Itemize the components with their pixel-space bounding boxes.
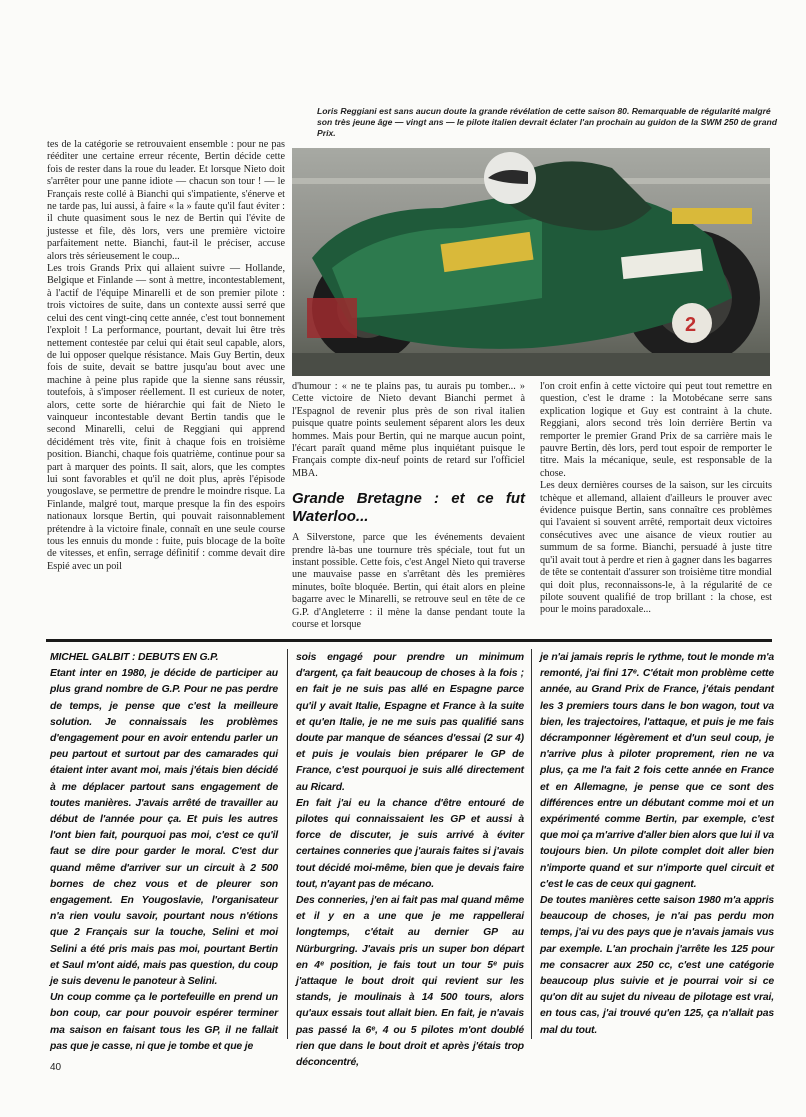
sidebar-paragraph: Des conneries, j'en ai fait pas mal quand même et il y en a une que je me rappellerai longtemps, c'était au dernier GP au Nürburgring. J'avais pris un super bon départ en 4ᵉ position, je fais tout un tour 5ᵉ puis j'attaque le bout droit qui revient sur les stands, je moulinais à 14 500 tours, alors qu'aux essais tout allait bien. En fait, je n'avais pas passé la 6ᵉ, 4 ou 5 pilotes m'ont doublé rien que dans le bout droit et après j'étais trop déconcentré,	[296, 895, 524, 1069]
article-paragraph: tes de la catégorie se retrouvaient ensemble : pour ne pas rééditer une certaine erreur récente, Bertin décide cette fois de rester dans la roue du leader. Et lorsque Nieto doit s'arrêter pour une panne idiote — chacun son tour ! — le Français reste collé à Bianchi qui s'impatiente, s'énerve et ne tarde pas, lui aussi, à faire « la » faute qu'il faut éviter : il chute quasiment sous le nez de Bertin qui l'évite de justesse et file, dès lors, vers une première victoire parfaitement nette. Bianchi, faut-il le préciser, accuse alors très sérieusement le coup...	[47, 139, 285, 262]
section-heading: Grande Bretagne : et ce fut Waterloo...	[292, 490, 525, 526]
sidebar-column-1	[50, 650, 278, 1055]
sidebar-paragraph: En fait j'ai eu la chance d'être entouré de pilotes qui connaissaient les GP et aussi à force de discuter, je suis arrivé à éviter certaines conneries que j'aurais faites si j'avais tout décidé moi-même, bien que je devais faire tout, n'ayant pas de mécano.	[296, 797, 524, 890]
article-paragraph: l'on croit enfin à cette victoire qui peut tout remettre en question, c'est le drame : la Motobécane serre sans explication logique et Guy est contraint à la chute. Reggiani, alors second très loin derrière Bertin va remporter le premier Grand Prix de sa carrière mais le pauvre Bertin, dès lors, perd tout espoir de remporter le titre. Mais la mécanique, seule, est responsable de la chose.	[540, 381, 772, 479]
article-column-2	[292, 381, 525, 632]
column-divider	[531, 649, 532, 1039]
article-column-3	[540, 381, 772, 617]
sidebar-column-3	[540, 650, 774, 1039]
article-paragraph: Les trois Grands Prix qui allaient suivre — Hollande, Belgique et Finlande — sont à mettre, incontestablement, à l'actif de l'équipe Minarelli et de son premier pilote : trois victoires de suite, dans un contexte aussi serré que celui des cent vingt-cinq cette année, c'est tout bonnement l'exploit ! La performance, pourtant, devait lui être très nettement contestée par celui qui était seul capable, alors, de lui opposer quelque résistance. Mais Guy Bertin, deux fois de suite, devait se battre jusqu'au bout avec une machine à peine plus rapide que la sienne sans réussir, toutefois, à s'imposer réellement. Il est curieux de noter, alors, cette sorte de hiérarchie qui fait de Nieto le vainqueur incontestable devant Bertin tandis que le second Minarelli, celui de Reggiani qui apprend décidément très vite, finit à chaque fois en troisième position. Bianchi, chaque fois quatrième, continue pour sa part à marquer des points. Il sait, alors, que les comptes lui sont favorables et qu'il ne doit plus, après l'épisode yougoslave, se permettre de prendre le moindre risque. La Finlande, malgré tout, marque presque la fin des espoirs nationaux lorsque Bertin, qui pouvait raisonnablement prétendre à la victoire finale, connaît en une seule course tous les ennuis du monde : fuite, puis blocage de la boîte de vitesses, et enfin, serrage définitif : comme devait dire Espié avec un poil	[47, 263, 285, 572]
column-divider	[287, 649, 288, 1039]
racing-photo	[292, 148, 770, 376]
sidebar-title: MICHEL GALBIT : DEBUTS EN G.P.	[50, 652, 219, 663]
sidebar-paragraph: Un coup comme ça le portefeuille en prend un bon coup, car pour pouvoir espérer terminer ma saison en faisant tous les GP, il ne fallait pas que je casse, ni que je tombe et que je	[50, 992, 278, 1052]
page-number: 40	[50, 1062, 62, 1073]
article-paragraph: Les deux dernières courses de la saison, sur les circuits tchèque et allemand, allaient d'ailleurs le prouver avec évidence puisque Bertin, sans connaître ces problèmes qui l'avaient si souvent arrêté, remportait deux victoires consécutives avec une aisance de vieux routier au summum de sa forme. Bianchi, persuadé à juste titre qu'il avait tout à perdre et rien à gagner dans les bagarres de tête se contentait d'assurer son troisième titre mondial qui doit plus, reconnaissons-le, à la régularité de ce pilote souvent qualifié de trop brillant : la chose, est pour le moins paradoxale...	[540, 480, 772, 616]
sidebar-paragraph: sois engagé pour prendre un minimum d'argent, ça fait beaucoup de choses à la fois ; en fait je ne suis pas allé en Espagne parce qu'il y avait Italie, Espagne et France à la suite et qu'en Italie, je ne me suis pas qualifié sans doute par manque de séances d'essai (2 sur 4) et puis je voulais bien préparer le GP de France, c'est pourquoi je suis allé directement au Ricard.	[296, 652, 524, 793]
sidebar-paragraph: je n'ai jamais repris le rythme, tout le monde m'a remonté, j'ai fini 17ᵉ. C'était mon problème cette année, au Grand Prix de France, j'étais pendant les 3 premiers tours dans le bon wagon, tout va bien, les trajectoires, l'attaque, et puis je me fais décramponner légèrement et d'un seul coup, je n'arrive plus à piloter proprement, rien ne va plus, ça me l'a fait 2 fois cette année en France et en Allemagne, je pense que ce sont des différences entre un débutant comme moi et un expérimenté comme Bertin, par exemple, c'est que moi ça m'arrive d'aller bien alors que lui il va toujours bien. Un pilote complet doit aller bien n'importe quand et sur n'importe quel circuit et c'est le cas de ceux qui gagnent.	[540, 652, 774, 890]
article-paragraph: d'humour : « ne te plains pas, tu aurais pu tomber... » Cette victoire de Nieto devant Bianchi permet à l'Espagnol de revenir plus près de son rival italien puisque quatre points seulement séparent alors les deux hommes. Mais pour Bertin, qui ne marque aucun point, l'écart paraît quand même plus inquiétant puisque le Français compte dix-neuf points de retard sur l'officiel MBA.	[292, 381, 525, 479]
sidebar-paragraph: Etant inter en 1980, je décide de participer au plus grand nombre de G.P. Pour ne pas perdre de temps, je pense que c'est la meilleure solution. Je connaissais les problèmes d'engagement pour en avoir entendu parler un peu partout et surtout par des camarades qui étaient inter avant moi, mais j'étais bien décidé à me déplacer partout sans engagement de toutes manières. J'avais arrêté de travailler au début de l'année pour ça. Et puis les autres l'ont bien fait, pourquoi pas moi, c'est ce qu'il faut se dire pour garder le moral. C'est dur quand même d'arriver sur un circuit à 2 500 bornes de chez vous et de pleurer son engagement. En Yougoslavie, l'organisateur n'a rien voulu savoir, pourtant nous n'étions que 2 Français sur la touche, Selini et moi Selini a été pris mais pas moi, pourtant Bertin et Saul m'ont aidé, mais pas question, du coup je suis devenu le panoteur à Selini.	[50, 668, 278, 988]
photo-caption: Loris Reggiani est sans aucun doute la grande révélation de cette saison 80. Remarquable de régularité malgré son très jeune âge — vingt ans — le pilote italien devrait éclater l'an prochain au guidon de la SWM 250 de grand Prix.	[317, 106, 778, 138]
section-divider	[46, 639, 772, 642]
svg-text:2: 2	[685, 314, 697, 336]
article-paragraph: A Silverstone, parce que les événements devaient prendre là-bas une tournure très spéciale, tout fut un instant possible. Cette fois, c'est Angel Nieto qui traverse une mauvaise passe en s'arrêtant dès les premières minutes, boîte bloquée. Bertin, qui était alors en pleine bagarre avec le Minarelli, se retrouve seul en tête de ce G.P. d'Angleterre : il mène la danse pendant toute la course et lorsque	[292, 532, 525, 631]
sidebar-column-2	[296, 650, 524, 1071]
article-column-1	[47, 139, 285, 573]
sidebar-paragraph: De toutes manières cette saison 1980 m'a appris beaucoup de choses, je n'ai pas perdu mon temps, j'ai vu des pays que je n'avais jamais vus par exemple. L'an prochain j'arrête les 125 pour me consacrer aux 250 cc, c'est une catégorie beaucoup plus suivie et je pourrai voir si ce qu'on dit au sujet du niveau de pilotage est vrai, en tous cas, j'ai trouvé qu'en 125, ça n'allait pas mal du tout.	[540, 895, 774, 1036]
motorcycle-racer-image	[292, 148, 770, 376]
